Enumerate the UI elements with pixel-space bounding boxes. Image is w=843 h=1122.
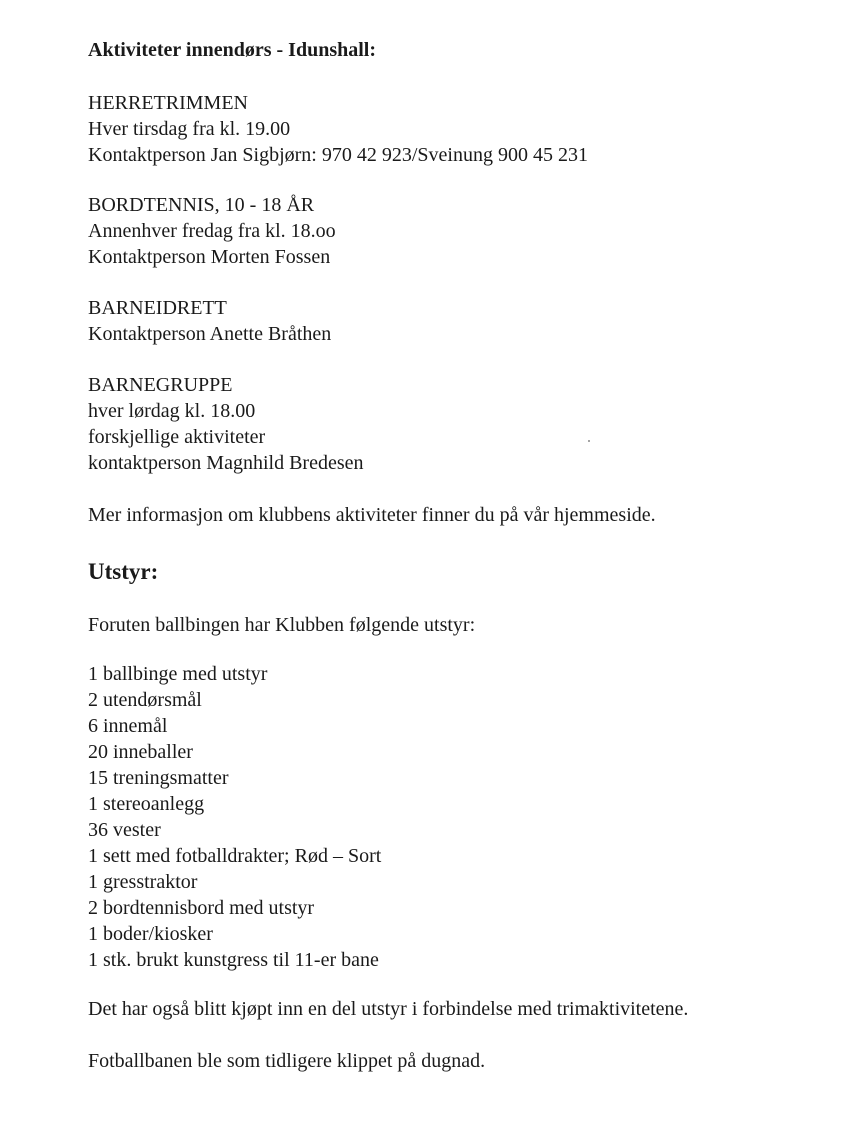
equipment-item: 2 bordtennisbord med utstyr [88, 897, 315, 919]
page-heading: Aktiviteter innendørs - Idunshall: [88, 39, 377, 61]
activity-detail: hver lørdag kl. 18.00 [88, 400, 256, 422]
activity-contact: Kontaktperson Anette Bråthen [88, 323, 332, 345]
more-info-text: Mer informasjon om klubbens aktiviteter finner du på vår hjemmeside. [88, 504, 656, 526]
equipment-item: 1 stk. brukt kunstgress til 11-er bane [88, 949, 379, 971]
equipment-item: 36 vester [88, 819, 161, 841]
equipment-item: 1 boder/kiosker [88, 923, 213, 945]
equipment-title: Utstyr: [88, 559, 159, 584]
activity-barneidrett [88, 295, 331, 347]
activity-name: BORDTENNIS, 10 - 18 ÅR [88, 194, 315, 216]
activity-contact: kontaktperson Magnhild Bredesen [88, 452, 364, 474]
equipment-item: 1 stereoanlegg [88, 793, 205, 815]
activity-detail: forskjellige aktiviteter [88, 426, 266, 448]
activity-bordtennis [88, 192, 336, 270]
activity-name: HERRETRIMMEN [88, 92, 248, 114]
activity-name: BARNEIDRETT [88, 297, 227, 319]
closing-text-football-field: Fotballbanen ble som tidligere klippet på dugnad. [88, 1050, 486, 1072]
equipment-item: 1 sett med fotballdrakter; Rød – Sort [88, 845, 382, 867]
equipment-item: 6 innemål [88, 715, 168, 737]
scan-speck [588, 440, 590, 442]
closing-text-equipment: Det har også blitt kjøpt inn en del utstyr i forbindelse med trimaktivitetene. [88, 998, 689, 1020]
equipment-intro: Foruten ballbingen har Klubben følgende utstyr: [88, 614, 476, 636]
equipment-list [88, 661, 381, 973]
activity-contact: Kontaktperson Jan Sigbjørn: 970 42 923/Sveinung 900 45 231 [88, 144, 588, 166]
activity-barnegruppe [88, 372, 364, 476]
activity-herretrimmen [88, 90, 588, 168]
equipment-item: 1 gresstraktor [88, 871, 198, 893]
activity-contact: Kontaktperson Morten Fossen [88, 246, 331, 268]
activity-name: BARNEGRUPPE [88, 374, 233, 396]
equipment-item: 15 treningsmatter [88, 767, 229, 789]
equipment-item: 2 utendørsmål [88, 689, 202, 711]
equipment-item: 20 inneballer [88, 741, 193, 763]
equipment-item: 1 ballbinge med utstyr [88, 663, 268, 685]
activity-detail: Annenhver fredag fra kl. 18.oo [88, 220, 336, 242]
activity-detail: Hver tirsdag fra kl. 19.00 [88, 118, 291, 140]
